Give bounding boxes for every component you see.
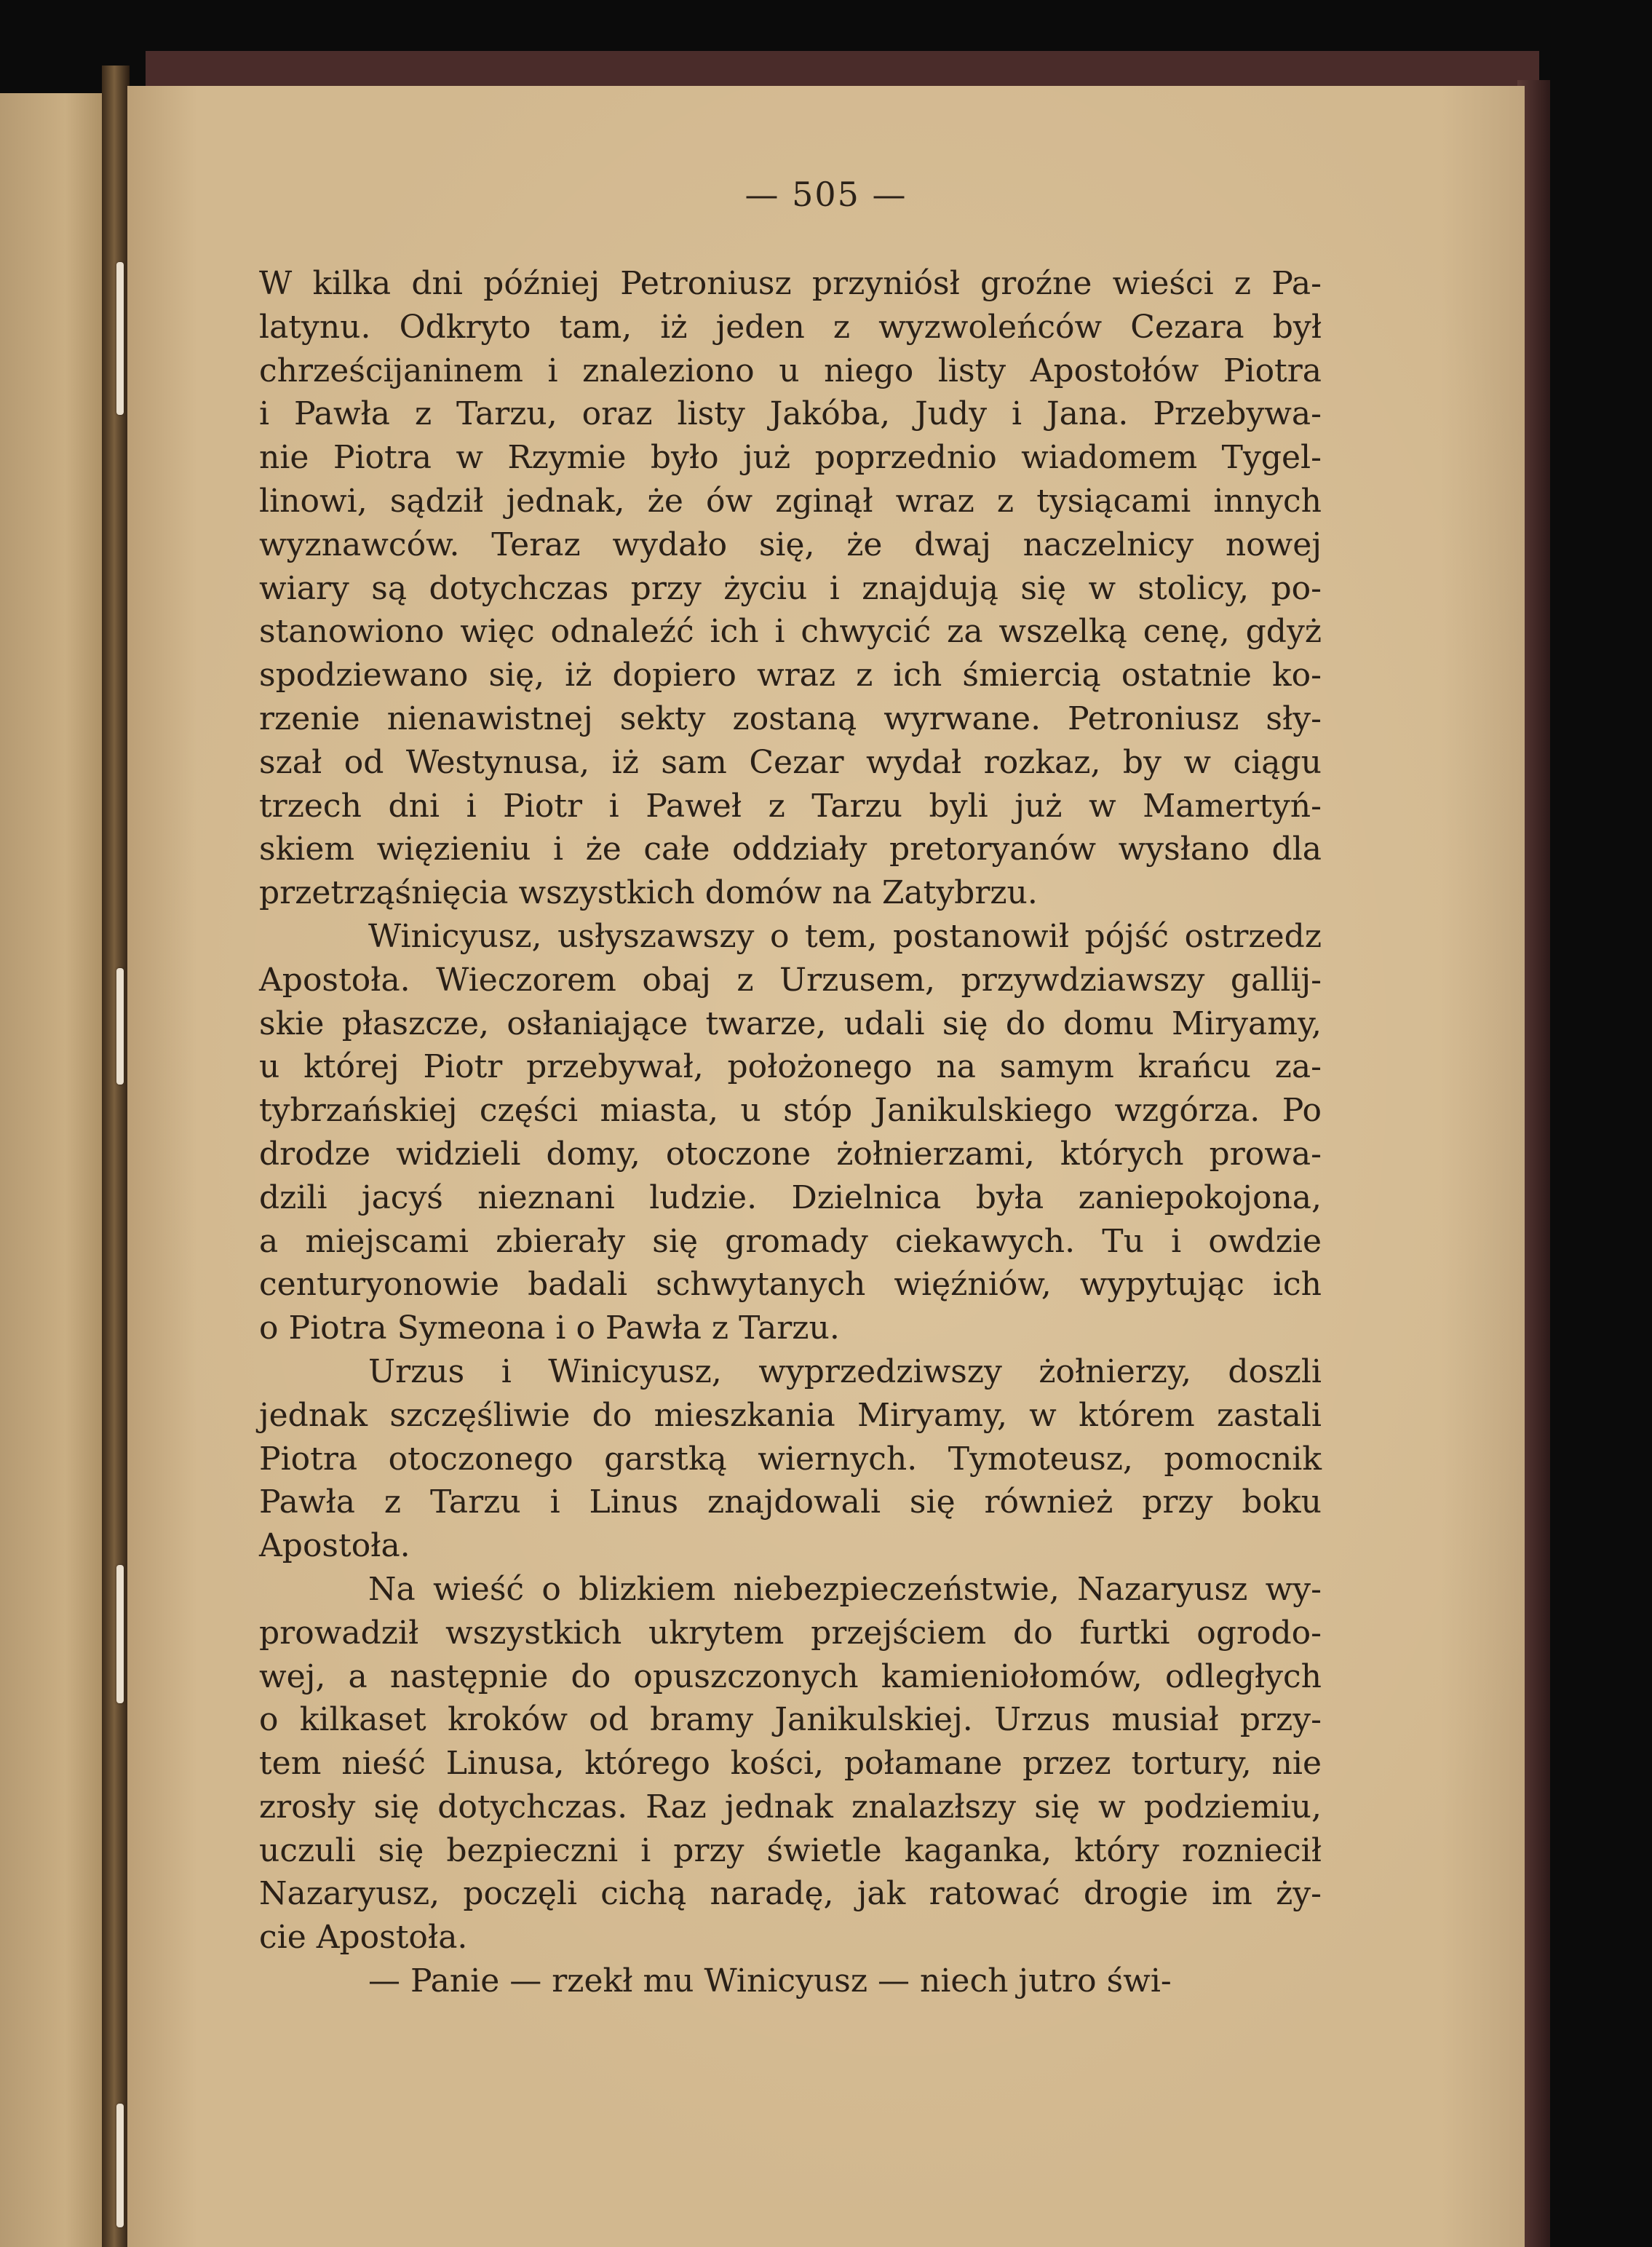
page-number: — 505 — [744,175,908,214]
left-facing-page-edge [0,93,109,2247]
text-line: jednak szczęśliwie do mieszkania Miryamy, w którem zastali [259,1396,1322,1434]
text-line: Apostoła. Wieczorem obaj z Urzusem, przywdziawszy gallij- [259,961,1322,999]
text-line: linowi, sądził jednak, że ów zginął wraz z tysiącami innych [259,482,1322,520]
text-line: o kilkaset kroków od bramy Janikulskiej. Urzus musiał przy- [259,1701,1322,1739]
paragraph [259,262,1322,915]
text-line: o Piotra Symeona i o Pawła z Tarzu. [259,1309,840,1347]
text-line: prowadził wszystkich ukrytem przejściem do furtki ogrodo- [259,1614,1322,1652]
text-line: wej, a następnie do opuszczonych kamieniołomów, odległych [259,1657,1322,1695]
text-line: latynu. Odkryto tam, iż jeden z wyzwoleńców Cezara był [259,308,1322,346]
text-line: stanowiono więc odnaleźć ich i chwycić za wszelką cenę, gdyż [259,613,1322,651]
text-line: centuryonowie badali schwytanych więźniów, wypytując ich [259,1266,1322,1304]
text-line: rzenie nienawistnej sekty zostaną wyrwane. Petroniusz sły- [259,700,1322,737]
text-line: chrześcijaninem i znaleziono u niego listy Apostołów Piotra [259,352,1322,389]
text-line: Apostoła. [259,1527,410,1565]
paragraph [259,1959,1322,2003]
text-line: Winicyusz, usłyszawszy o tem, postanowił pójść ostrzedz [368,917,1322,955]
paragraph [259,915,1322,1350]
text-line: u której Piotr przebywał, położonego na samym krańcu za- [259,1048,1322,1086]
binding-thread [116,968,124,1085]
text-line: drodze widzieli domy, otoczone żołnierzami, których prowa- [259,1135,1322,1173]
text-line: Urzus i Winicyusz, wyprzedziwszy żołnierzy, doszli [368,1352,1322,1390]
text-line: przetrząśnięcia wszystkich domów na Zatybrzu. [259,874,1038,912]
text-line: — Panie — rzekł mu Winicyusz — niech jutro świ- [368,1962,1172,2000]
text-line: dzili jacyś nieznani ludzie. Dzielnica była zaniepokojona, [259,1178,1322,1216]
page-body-text [259,262,1322,2003]
text-line: tybrzańskiej części miasta, u stóp Janikulskiego wzgórza. Po [259,1092,1322,1130]
text-line: Piotra otoczonego garstką wiernych. Tymoteusz, pomocnik [259,1440,1322,1478]
text-line: i Pawła z Tarzu, oraz listy Jakóba, Judy i Jana. Przebywa- [259,395,1322,433]
text-line: skiem więzieniu i że całe oddziały pretoryanów wysłano dla [259,831,1322,868]
text-line: nie Piotra w Rzymie było już poprzednio wiadomem Tygel- [259,439,1322,477]
text-line: W kilka dni później Petroniusz przyniósł groźne wieści z Pa- [259,265,1322,302]
text-line: cie Apostoła. [259,1919,468,1957]
text-line: zrosły się dotychczas. Raz jednak znalazłszy się w podziemiu, [259,1788,1322,1826]
book-gutter [102,66,130,2247]
text-line: wyznawców. Teraz wydało się, że dwaj naczelnicy nowej [259,526,1322,563]
text-line: tem nieść Linusa, którego kości, połamane przez tortury, nie [259,1745,1322,1783]
text-line: szał od Westynusa, iż sam Cezar wydał rozkaz, by w ciągu [259,743,1322,781]
binding-thread [116,262,124,415]
paragraph [259,1568,1322,1959]
paragraph [259,1350,1322,1568]
text-line: trzech dni i Piotr i Paweł z Tarzu byli już w Mamertyń- [259,787,1322,825]
binding-thread [116,2104,124,2227]
text-line: skie płaszcze, osłaniające twarze, udali się do domu Miryamy, [259,1004,1322,1042]
text-line: Pawła z Tarzu i Linus znajdowali się również przy boku [259,1483,1322,1521]
text-line: wiary są dotychczas przy życiu i znajdują się w stolicy, po- [259,569,1322,607]
text-line: Na wieść o blizkiem niebezpieczeństwie, Nazaryusz wy- [368,1570,1322,1608]
text-line: a miejscami zbierały się gromady ciekawych. Tu i owdzie [259,1222,1322,1260]
binding-thread [116,1565,124,1703]
text-line: spodziewano się, iż dopiero wraz z ich śmiercią ostatnie ko- [259,657,1322,694]
text-line: uczuli się bezpieczni i przy świetle kaganka, który rozniecił [259,1831,1322,1869]
text-line: Nazaryusz, poczęli cichą naradę, jak ratować drogie im ży- [259,1875,1322,1913]
